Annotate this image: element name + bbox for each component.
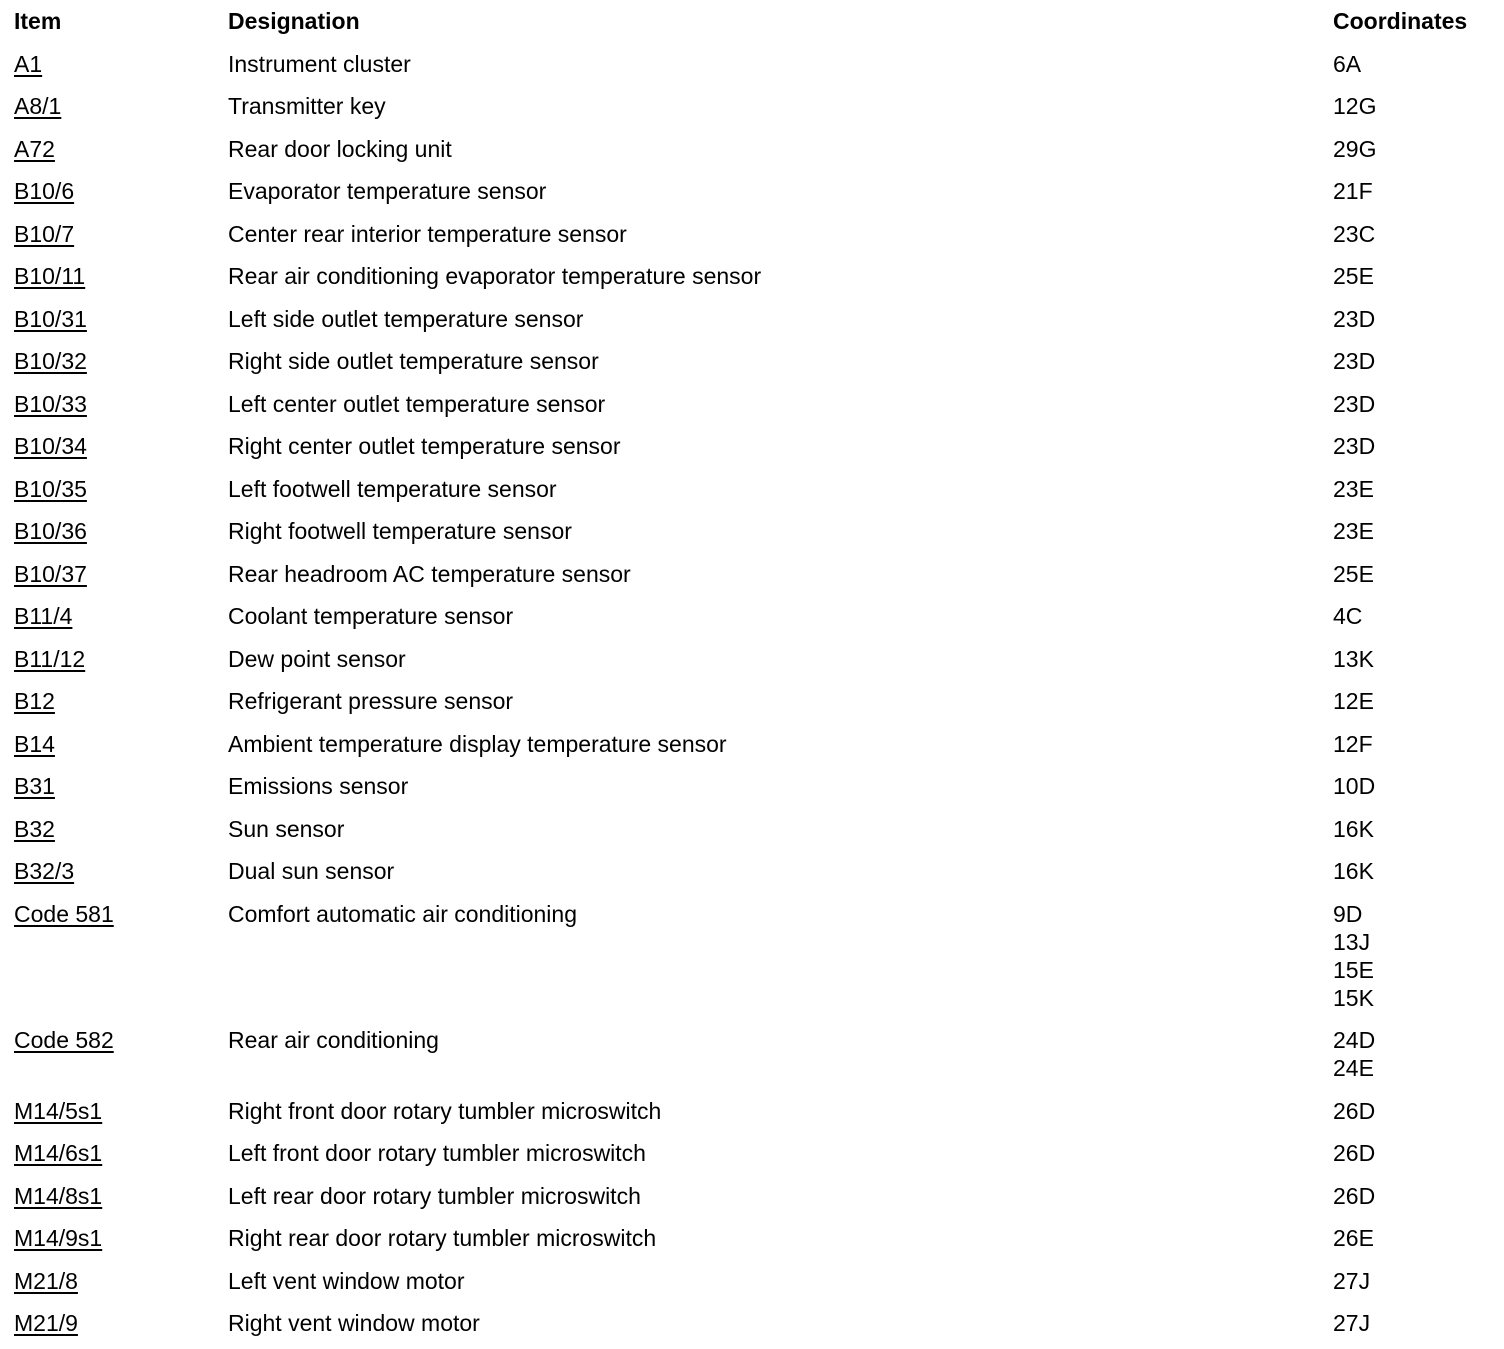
table-row [14, 132, 1494, 175]
table-row [14, 557, 1494, 600]
item-cell [14, 602, 228, 630]
designation-cell: Ambient temperature display temperature sensor [228, 730, 727, 757]
coordinates-cell [1333, 900, 1494, 1012]
coordinates-cell [1333, 1267, 1494, 1295]
designation-cell: Right center outlet temperature sensor [228, 433, 621, 459]
coordinates-cell [1333, 730, 1494, 758]
coordinate-value: 15K [1333, 984, 1374, 1011]
table-row [14, 1179, 1494, 1222]
coordinates-cell [1333, 1139, 1494, 1167]
coordinates-cell [1333, 475, 1494, 503]
item-link[interactable]: M14/6s1 [14, 1140, 103, 1166]
header-item: Item [14, 8, 62, 34]
designation-cell: Left rear door rotary tumbler microswitch [228, 1182, 641, 1209]
designation-cell: Right front door rotary tumbler microswitch [228, 1097, 662, 1124]
item-cell [14, 1224, 228, 1252]
item-cell [14, 1182, 228, 1210]
coordinate-value: 13K [1333, 645, 1374, 672]
item-cell [14, 560, 228, 588]
coordinate-value: 12E [1333, 688, 1374, 714]
coordinate-value: 26D [1333, 1097, 1376, 1124]
item-cell [14, 475, 228, 503]
coordinates-cell [1333, 50, 1494, 78]
item-cell [14, 262, 228, 290]
coordinates-cell [1333, 1224, 1494, 1252]
item-link[interactable]: M21/8 [14, 1267, 78, 1294]
item-cell [14, 1309, 228, 1337]
coordinates-cell [1333, 1097, 1494, 1125]
table-row [14, 174, 1494, 217]
coordinate-value: 25E [1333, 560, 1374, 587]
table-row [14, 684, 1494, 727]
coordinates-cell [1333, 220, 1494, 248]
coordinate-value: 10D [1333, 773, 1376, 799]
coordinates-cell [1333, 92, 1494, 120]
coordinate-value: 4C [1333, 603, 1363, 629]
item-link[interactable]: B11/4 [14, 603, 73, 629]
item-link[interactable]: A72 [14, 135, 55, 162]
designation-cell: Left footwell temperature sensor [228, 475, 557, 502]
coordinates-cell [1333, 517, 1494, 545]
item-cell [14, 135, 228, 163]
coordinates-cell [1333, 347, 1494, 375]
item-cell [14, 772, 228, 800]
item-cell [14, 432, 228, 460]
coordinate-value: 23E [1333, 475, 1374, 502]
table-header [14, 4, 1494, 47]
item-cell [14, 645, 228, 673]
designation-cell: Rear air conditioning evaporator temperature sensor [228, 263, 762, 289]
designation-cell: Right rear door rotary tumbler microswitch [228, 1225, 657, 1251]
coordinates-cell [1333, 687, 1494, 715]
coordinate-value: 26D [1333, 1140, 1376, 1166]
item-cell [14, 1139, 228, 1167]
designation-cell: Rear headroom AC temperature sensor [228, 560, 631, 587]
table-row [14, 302, 1494, 345]
designation-cell: Left center outlet temperature sensor [228, 390, 606, 417]
designation-cell: Left front door rotary tumbler microswitch [228, 1140, 646, 1166]
item-link[interactable]: A1 [14, 50, 43, 77]
coordinates-cell [1333, 135, 1494, 163]
table-row [14, 1264, 1494, 1307]
designation-cell: Dew point sensor [228, 645, 406, 672]
designation-cell: Emissions sensor [228, 773, 409, 799]
designation-cell: Center rear interior temperature sensor [228, 220, 627, 247]
table-row [14, 727, 1494, 770]
designation-cell: Right vent window motor [228, 1310, 480, 1336]
item-link[interactable]: B10/35 [14, 475, 87, 502]
item-cell [14, 900, 228, 928]
item-cell [14, 390, 228, 418]
table-row [14, 259, 1494, 302]
table-row [14, 599, 1494, 642]
item-link[interactable]: B32/3 [14, 858, 75, 884]
table-row [14, 89, 1494, 132]
item-cell [14, 517, 228, 545]
item-cell [14, 815, 228, 843]
table-row [14, 812, 1494, 855]
coordinates-cell [1333, 560, 1494, 588]
table-row [14, 472, 1494, 515]
coordinate-value: 23E [1333, 518, 1374, 544]
item-cell [14, 220, 228, 248]
designation-cell: Instrument cluster [228, 50, 411, 77]
coordinate-value: 6A [1333, 50, 1362, 77]
coordinates-cell [1333, 645, 1494, 673]
coordinate-value: 23D [1333, 390, 1376, 417]
coordinate-value: 23C [1333, 220, 1376, 247]
table-row [14, 429, 1494, 472]
coordinate-value: 12F [1333, 730, 1373, 757]
coordinates-cell [1333, 305, 1494, 333]
table-row [14, 854, 1494, 897]
table-row [14, 514, 1494, 557]
designation-cell: Rear door locking unit [228, 135, 452, 162]
item-link[interactable]: B12 [14, 688, 55, 714]
table-row [14, 217, 1494, 260]
coordinate-value: 15E [1333, 956, 1374, 983]
table-row [14, 1136, 1494, 1179]
table-row [14, 1221, 1494, 1264]
item-cell [14, 857, 228, 885]
table-row [14, 897, 1494, 1024]
table-row [14, 387, 1494, 430]
coordinate-value: 23D [1333, 348, 1376, 374]
coordinate-value: 12G [1333, 93, 1377, 119]
table-row [14, 642, 1494, 685]
designation-cell: Evaporator temperature sensor [228, 178, 547, 204]
item-cell [14, 1097, 228, 1125]
coordinates-cell [1333, 1309, 1494, 1337]
coordinate-value: 23D [1333, 433, 1376, 459]
item-link[interactable]: M14/9s1 [14, 1225, 103, 1251]
designation-cell: Right side outlet temperature sensor [228, 348, 599, 374]
designation-cell: Left vent window motor [228, 1267, 465, 1294]
item-link[interactable]: B10/11 [14, 263, 86, 289]
coordinate-value: 26D [1333, 1182, 1376, 1209]
coordinate-value: 29G [1333, 135, 1377, 162]
coordinates-cell [1333, 602, 1494, 630]
coordinate-value: 16K [1333, 858, 1374, 884]
coordinates-cell [1333, 772, 1494, 800]
item-cell [14, 730, 228, 758]
header-designation: Designation [228, 8, 360, 34]
item-cell [14, 1267, 228, 1295]
designation-cell: Right footwell temperature sensor [228, 518, 572, 544]
designation-cell: Comfort automatic air conditioning [228, 900, 577, 927]
coordinates-cell [1333, 1182, 1494, 1210]
item-cell [14, 177, 228, 205]
coordinates-cell [1333, 815, 1494, 843]
item-cell [14, 50, 228, 78]
designation-cell: Left side outlet temperature sensor [228, 305, 584, 332]
item-link[interactable]: B10/32 [14, 348, 87, 374]
item-link[interactable]: M14/5s1 [14, 1097, 103, 1124]
designation-cell: Sun sensor [228, 815, 345, 842]
item-cell [14, 687, 228, 715]
item-cell [14, 92, 228, 120]
item-link[interactable]: B10/7 [14, 220, 75, 247]
coordinates-cell [1333, 1026, 1494, 1082]
coordinate-value: 23D [1333, 305, 1376, 332]
table-body [14, 47, 1494, 1349]
item-link[interactable]: B10/36 [14, 518, 87, 544]
designation-cell: Refrigerant pressure sensor [228, 688, 514, 714]
coordinate-value: 24E [1333, 1055, 1374, 1081]
table-row [14, 1023, 1494, 1094]
table-row [14, 769, 1494, 812]
item-cell [14, 1026, 228, 1054]
coordinate-value: 27J [1333, 1267, 1371, 1294]
item-link[interactable]: M14/8s1 [14, 1182, 103, 1209]
item-link[interactable]: B10/34 [14, 433, 87, 459]
designation-cell: Dual sun sensor [228, 858, 395, 884]
coordinate-value: 21F [1333, 178, 1373, 204]
designation-cell: Transmitter key [228, 93, 386, 119]
item-link[interactable]: B10/31 [14, 305, 87, 332]
coordinates-cell [1333, 262, 1494, 290]
designation-cell: Coolant temperature sensor [228, 603, 514, 629]
designation-cell: Rear air conditioning [228, 1027, 439, 1053]
coordinate-value: 13J [1333, 928, 1371, 955]
item-link[interactable]: Code 582 [14, 1027, 114, 1053]
coordinate-value: 16K [1333, 815, 1374, 842]
item-link[interactable]: B32 [14, 815, 55, 842]
item-link[interactable]: M21/9 [14, 1310, 78, 1336]
item-cell [14, 305, 228, 333]
component-legend-table [14, 4, 1494, 1349]
coordinate-value: 9D [1333, 900, 1363, 927]
item-link[interactable]: B11/12 [14, 645, 86, 672]
coordinate-value: 25E [1333, 263, 1374, 289]
coordinate-value: 27J [1333, 1310, 1371, 1336]
table-row [14, 344, 1494, 387]
coordinate-value: 24D [1333, 1027, 1376, 1053]
coordinates-cell [1333, 857, 1494, 885]
table-row [14, 1094, 1494, 1137]
item-link[interactable]: B10/33 [14, 390, 87, 417]
coordinates-cell [1333, 390, 1494, 418]
coordinates-cell [1333, 177, 1494, 205]
item-link[interactable]: B14 [14, 730, 55, 757]
table-row [14, 1306, 1494, 1349]
coordinate-value: 26E [1333, 1225, 1374, 1251]
item-link[interactable]: Code 581 [14, 900, 114, 927]
item-link[interactable]: A8/1 [14, 93, 62, 119]
item-link[interactable]: B10/37 [14, 560, 87, 587]
coordinates-cell [1333, 432, 1494, 460]
table-row [14, 47, 1494, 90]
item-link[interactable]: B31 [14, 773, 55, 799]
item-link[interactable]: B10/6 [14, 178, 75, 204]
item-cell [14, 347, 228, 375]
header-coordinates: Coordinates [1333, 8, 1468, 34]
